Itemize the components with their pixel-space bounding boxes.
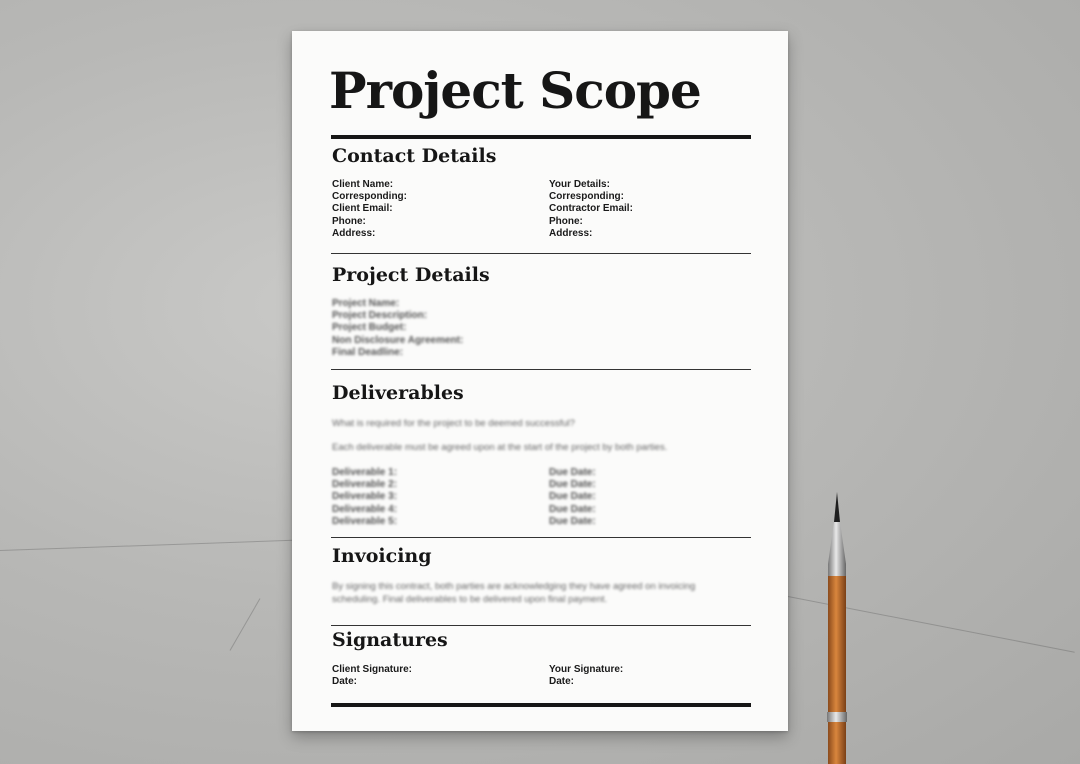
client-email-label: Client Email: [332,203,393,215]
invoicing-heading: Invoicing [332,545,432,567]
project-details-heading: Project Details [332,264,490,286]
project-name-label: Project Name: [332,298,400,309]
client-name-label: Client Name: [332,179,394,190]
due-date-3-label: Due Date: [549,491,596,503]
nda-label: Non Disclosure Agreement: [332,334,464,346]
section-divider [331,537,751,538]
your-corresponding-label: Corresponding: [549,191,624,203]
your-signature-label: Your Signature: [549,664,624,675]
section-divider [331,369,751,370]
client-contact-fields [332,179,407,240]
title-rule [331,135,751,139]
section-divider [331,253,751,254]
deliverables-heading: Deliverables [332,382,464,404]
due-date-2-label: Due Date: [549,479,596,491]
client-signature-fields [332,664,412,688]
project-description-label: Project Description: [332,310,428,322]
final-deadline-label: Final Deadline: [332,346,404,358]
your-details-label: Your Details: [549,179,610,190]
invoicing-text: By signing this contract, both parties are acknowledging they have agreed on invoicing scheduling. Final deliverables to be delivered upon final payment. [332,581,696,605]
page-title: Project Scope [329,61,701,120]
contractor-email-label: Contractor Email: [549,203,633,215]
client-corresponding-label: Corresponding: [332,191,407,203]
deliverable-4-label: Deliverable 4: [332,503,398,515]
deliverable-1-label: Deliverable 1: [332,467,398,478]
client-signature-label: Client Signature: [332,664,413,675]
deliverable-5-label: Deliverable 5: [332,515,398,527]
client-phone-label: Phone: [332,215,366,227]
signatures-heading: Signatures [332,629,448,651]
project-budget-label: Project Budget: [332,322,407,334]
your-contact-fields [549,179,633,240]
project-detail-fields [332,298,463,359]
your-address-label: Address: [549,227,593,239]
deliverables-note: Each deliverable must be agreed upon at the start of the project by both parties. [332,442,668,453]
your-signature-fields [549,664,623,688]
due-date-list [549,467,596,528]
client-date-label: Date: [332,676,358,688]
client-address-label: Address: [332,227,376,239]
your-phone-label: Phone: [549,215,583,227]
section-divider [331,625,751,626]
project-scope-sheet [292,31,788,731]
deliverable-2-label: Deliverable 2: [332,479,398,491]
due-date-4-label: Due Date: [549,503,596,515]
due-date-1-label: Due Date: [549,467,596,478]
deliverable-3-label: Deliverable 3: [332,491,398,503]
contact-details-heading: Contact Details [332,145,497,167]
bottom-rule [331,703,751,707]
deliverable-list [332,467,397,528]
pen-icon [823,492,851,764]
your-date-label: Date: [549,676,575,688]
deliverables-intro: What is required for the project to be deemed successful? [332,418,575,429]
due-date-5-label: Due Date: [549,515,596,527]
